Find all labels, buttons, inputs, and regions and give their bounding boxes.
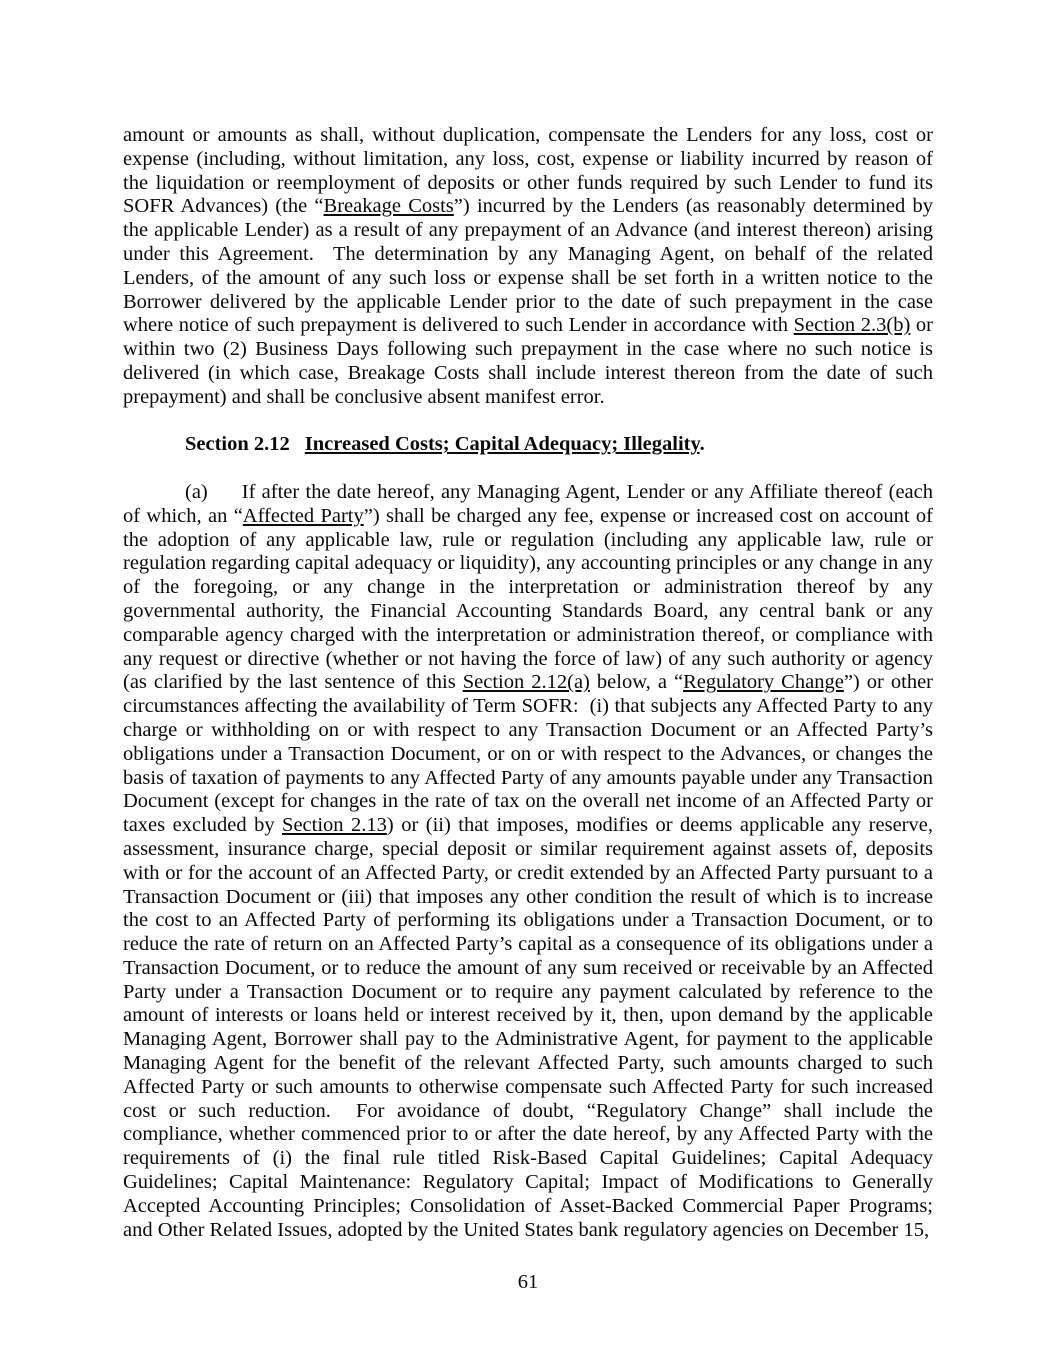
defined-term: Affected Party — [242, 504, 364, 527]
section-reference: Section 2.3(b) — [793, 314, 911, 337]
defined-term: Breakage Costs — [323, 195, 454, 218]
text-segment: amount or amounts as shall, without duplication, compensate the Lenders for any loss, cost or expense (including, without limitation, any loss, cost, expense or liability incurred by reason of the liquidation or reemployment of deposits or other funds required by such Lender to fund its SOFR Advances) (the “ — [123, 124, 933, 218]
text-segment: Section 2.12 — [185, 433, 290, 456]
text-segment: below, a “ — [589, 671, 684, 694]
continuation-paragraph — [123, 124, 933, 410]
page-number: 61 — [517, 1271, 539, 1293]
section-heading — [123, 433, 933, 457]
text-segment: ”) or other circumstances affecting the availability of Term SOFR: (i) that subjects any Affected Party to any charge or withholding on or with respect to any Transaction Document or an Affected Party’s obligations under a Transaction Document, or on or with respect to the Advances, or changes the basis of taxation of payments to any Affected Party of any amounts payable under any Transaction Document (except for changes in the rate of tax on the overall net income of an Affected Party or taxes excluded by — [123, 671, 933, 837]
section-reference: Section 2.13 — [282, 814, 387, 837]
document-body — [123, 124, 933, 1242]
text-segment: . — [699, 433, 705, 456]
paragraph-a — [123, 481, 933, 1243]
text-segment: ”) shall be charged any fee, expense or increased cost on account of the adoption of any applicable law, rule or regulation (including any applicable law, rule or regulation regarding capital adequacy or liquidity), any accounting principles or any change in any of the foregoing, or any change in the interpretation or administration thereof by any governmental authority, the Financial Accounting Standards Board, any central bank or any comparable agency charged with the interpretation or administration thereof, or compliance with any request or directive (whether or not having the force of law) of any such authority or agency (as clarified by the last sentence of this — [123, 504, 933, 694]
defined-term: Regulatory Change — [683, 671, 844, 694]
text-segment: (a) — [185, 480, 208, 503]
text-segment: or within two (2) Business Days following such prepayment in the case where no such notice is delivered (in which case, Breakage Costs shall include interest thereon from the date of such prepayment) and shall be conclusive absent manifest error. — [123, 314, 933, 408]
text-segment: If after the date hereof, any Managing Agent, Lender or any Affiliate thereof (each of which, an “ — [123, 480, 933, 527]
section-reference: Section 2.12(a) — [462, 671, 590, 694]
text-segment: ) or (ii) that imposes, modifies or deems applicable any reserve, assessment, insurance charge, special deposit or similar requirement against assets of, deposits with or for the account of an Affected Party, or credit extended by an Affected Party pursuant to a Transaction Document or (iii) that imposes any other condition the result of which is to increase the cost to an Affected Party of performing its obligations under a Transaction Document, or to reduce the rate of return on an Affected Party’s capital as a consequence of its obligations under a Transaction Document, or to reduce the amount of any sum received or receivable by an Affected Party under a Transaction Document or to require any payment calculated by reference to the amount of interests or loans held or interest received by it, then, upon demand by the applicable Managing Agent, Borrower shall pay to the Administrative Agent, for payment to the applicable Managing Agent for the benefit of the relevant Affected Party, such amounts charged to such Affected Party or such amounts to otherwise compensate such Affected Party for such increased cost or such reduction. For avoidance of doubt, “Regulatory Change” shall include the compliance, whether commenced prior to or after the date hereof, by any Affected Party with the requirements of (i) the final rule titled Risk-Based Capital Guidelines; Capital Adequacy Guidelines; Capital Maintenance: Regulatory Capital; Impact of Modifications to Generally Accepted Accounting Principles; Consolidation of Asset-Backed Commercial Paper Programs; and Other Related Issues, adopted by the United States bank regulatory agencies on December 15, — [123, 814, 933, 1241]
defined-term: Increased Costs; Capital Adequacy; Illegality — [304, 433, 700, 456]
text-segment: ”) incurred by the Lenders (as reasonably determined by the applicable Lender) as a result of any prepayment of an Advance (and interest thereon) arising under this Agreement. The determination by any Managing Agent, on behalf of the related Lenders, of the amount of any such loss or expense shall be set forth in a written notice to the Borrower delivered by the applicable Lender prior to the date of such prepayment in the case where notice of such prepayment is delivered to such Lender in accordance with — [123, 195, 934, 337]
